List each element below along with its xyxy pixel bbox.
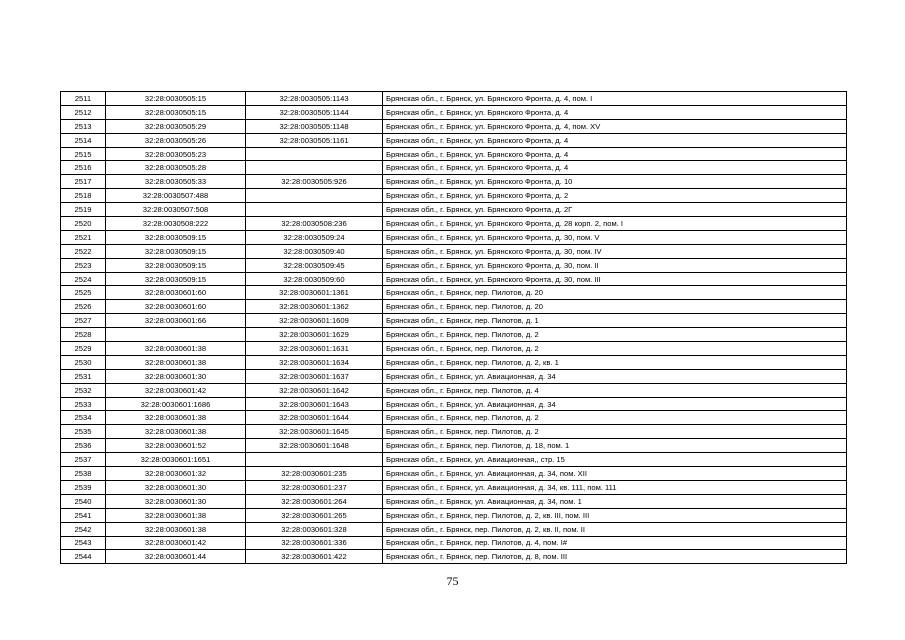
- address-cell: Брянская обл., г. Брянск, ул. Авиационная, д. 34, пом. XII: [383, 467, 847, 481]
- table-row: [61, 133, 847, 147]
- row-number-cell: 2537: [61, 453, 106, 467]
- row-number-cell: 2520: [61, 217, 106, 231]
- row-number-cell: 2531: [61, 369, 106, 383]
- cadastral-number-cell: 32:28:0030505:33: [106, 175, 246, 189]
- address-cell: Брянская обл., г. Брянск, ул. Брянского Фронта, д. 30, пом. IV: [383, 244, 847, 258]
- room-cadastral-number-cell: 32:28:0030601:1645: [246, 425, 383, 439]
- row-number-cell: 2544: [61, 550, 106, 564]
- room-cadastral-number-cell: 32:28:0030601:237: [246, 480, 383, 494]
- cadastral-number-cell: 32:28:0030509:15: [106, 244, 246, 258]
- room-cadastral-number-cell: 32:28:0030601:1637: [246, 369, 383, 383]
- cadastral-number-cell: 32:28:0030505:26: [106, 133, 246, 147]
- cadastral-number-cell: 32:28:0030601:38: [106, 508, 246, 522]
- table-row: [61, 411, 847, 425]
- cadastral-number-cell: 32:28:0030601:30: [106, 369, 246, 383]
- room-cadastral-number-cell: 32:28:0030505:926: [246, 175, 383, 189]
- cadastral-number-cell: 32:28:0030601:1651: [106, 453, 246, 467]
- room-cadastral-number-cell: [246, 147, 383, 161]
- room-cadastral-number-cell: 32:28:0030601:1609: [246, 314, 383, 328]
- table-row: [61, 425, 847, 439]
- address-cell: Брянская обл., г. Брянск, ул. Брянского Фронта, д. 28 корп. 2, пом. I: [383, 217, 847, 231]
- room-cadastral-number-cell: 32:28:0030508:236: [246, 217, 383, 231]
- room-cadastral-number-cell: 32:28:0030601:328: [246, 522, 383, 536]
- table-row: [61, 355, 847, 369]
- cadastral-number-cell: 32:28:0030601:60: [106, 300, 246, 314]
- row-number-cell: 2530: [61, 355, 106, 369]
- cadastral-number-cell: 32:28:0030507:508: [106, 203, 246, 217]
- row-number-cell: 2518: [61, 189, 106, 203]
- row-number-cell: 2533: [61, 397, 106, 411]
- cadastral-number-cell: 32:28:0030601:38: [106, 425, 246, 439]
- room-cadastral-number-cell: 32:28:0030509:45: [246, 258, 383, 272]
- table-row: [61, 453, 847, 467]
- row-number-cell: 2511: [61, 92, 106, 106]
- cadastral-number-cell: [106, 328, 246, 342]
- address-cell: Брянская обл., г. Брянск, ул. Брянского Фронта, д. 30, пом. III: [383, 272, 847, 286]
- table-row: [61, 105, 847, 119]
- row-number-cell: 2536: [61, 439, 106, 453]
- address-cell: Брянская обл., г. Брянск, пер. Пилотов, д. 20: [383, 300, 847, 314]
- room-cadastral-number-cell: [246, 203, 383, 217]
- table-row: [61, 161, 847, 175]
- row-number-cell: 2526: [61, 300, 106, 314]
- table-row: [61, 300, 847, 314]
- table-row: [61, 92, 847, 106]
- room-cadastral-number-cell: [246, 453, 383, 467]
- table-row: [61, 272, 847, 286]
- row-number-cell: 2532: [61, 383, 106, 397]
- table-row: [61, 550, 847, 564]
- cadastral-number-cell: 32:28:0030508:222: [106, 217, 246, 231]
- room-cadastral-number-cell: 32:28:0030601:265: [246, 508, 383, 522]
- address-cell: Брянская обл., г. Брянск, пер. Пилотов, д. 2, кв. 1: [383, 355, 847, 369]
- cadastral-number-cell: 32:28:0030601:38: [106, 342, 246, 356]
- address-cell: Брянская обл., г. Брянск, пер. Пилотов, д. 4, пом. I#: [383, 536, 847, 550]
- cadastral-number-cell: 32:28:0030509:15: [106, 272, 246, 286]
- address-cell: Брянская обл., г. Брянск, пер. Пилотов, д. 2, кв. III, пом. III: [383, 508, 847, 522]
- cadastral-number-cell: 32:28:0030601:52: [106, 439, 246, 453]
- registry-table-body: [61, 92, 847, 564]
- table-row: [61, 244, 847, 258]
- table-row: [61, 328, 847, 342]
- address-cell: Брянская обл., г. Брянск, пер. Пилотов, д. 2: [383, 342, 847, 356]
- table-row: [61, 286, 847, 300]
- address-cell: Брянская обл., г. Брянск, пер. Пилотов, д. 4: [383, 383, 847, 397]
- cadastral-number-cell: 32:28:0030601:42: [106, 536, 246, 550]
- table-row: [61, 467, 847, 481]
- cadastral-number-cell: 32:28:0030601:38: [106, 355, 246, 369]
- address-cell: Брянская обл., г. Брянск, ул. Брянского Фронта, д. 4: [383, 147, 847, 161]
- cadastral-number-cell: 32:28:0030505:15: [106, 92, 246, 106]
- row-number-cell: 2529: [61, 342, 106, 356]
- room-cadastral-number-cell: 32:28:0030601:1629: [246, 328, 383, 342]
- cadastral-number-cell: 32:28:0030509:15: [106, 258, 246, 272]
- table-row: [61, 119, 847, 133]
- row-number-cell: 2540: [61, 494, 106, 508]
- cadastral-number-cell: 32:28:0030505:29: [106, 119, 246, 133]
- address-cell: Брянская обл., г. Брянск, пер. Пилотов, д. 2, кв. II, пом. II: [383, 522, 847, 536]
- address-cell: Брянская обл., г. Брянск, ул. Авиационная, д. 34, пом. 1: [383, 494, 847, 508]
- room-cadastral-number-cell: [246, 189, 383, 203]
- address-cell: Брянская обл., г. Брянск, пер. Пилотов, д. 2: [383, 411, 847, 425]
- cadastral-number-cell: 32:28:0030505:15: [106, 105, 246, 119]
- cadastral-number-cell: 32:28:0030509:15: [106, 230, 246, 244]
- room-cadastral-number-cell: 32:28:0030509:60: [246, 272, 383, 286]
- row-number-cell: 2543: [61, 536, 106, 550]
- address-cell: Брянская обл., г. Брянск, ул. Брянского Фронта, д. 4, пом. XV: [383, 119, 847, 133]
- address-cell: Брянская обл., г. Брянск, пер. Пилотов, д. 20: [383, 286, 847, 300]
- row-number-cell: 2524: [61, 272, 106, 286]
- table-row: [61, 314, 847, 328]
- cadastral-number-cell: 32:28:0030505:28: [106, 161, 246, 175]
- room-cadastral-number-cell: 32:28:0030601:422: [246, 550, 383, 564]
- address-cell: Брянская обл., г. Брянск, пер. Пилотов, д. 2: [383, 328, 847, 342]
- cadastral-number-cell: 32:28:0030601:30: [106, 480, 246, 494]
- address-cell: Брянская обл., г. Брянск, ул. Брянского Фронта, д. 4: [383, 105, 847, 119]
- address-cell: Брянская обл., г. Брянск, ул. Брянского Фронта, д. 4: [383, 161, 847, 175]
- cadastral-number-cell: 32:28:0030507:488: [106, 189, 246, 203]
- room-cadastral-number-cell: 32:28:0030601:1361: [246, 286, 383, 300]
- row-number-cell: 2513: [61, 119, 106, 133]
- room-cadastral-number-cell: 32:28:0030601:336: [246, 536, 383, 550]
- cadastral-number-cell: 32:28:0030601:30: [106, 494, 246, 508]
- row-number-cell: 2516: [61, 161, 106, 175]
- cadastral-number-cell: 32:28:0030601:42: [106, 383, 246, 397]
- row-number-cell: 2522: [61, 244, 106, 258]
- row-number-cell: 2527: [61, 314, 106, 328]
- room-cadastral-number-cell: 32:28:0030505:1144: [246, 105, 383, 119]
- row-number-cell: 2514: [61, 133, 106, 147]
- address-cell: Брянская обл., г. Брянск, пер. Пилотов, д. 2: [383, 425, 847, 439]
- room-cadastral-number-cell: 32:28:0030601:1648: [246, 439, 383, 453]
- table-row: [61, 217, 847, 231]
- row-number-cell: 2528: [61, 328, 106, 342]
- row-number-cell: 2542: [61, 522, 106, 536]
- address-cell: Брянская обл., г. Брянск, ул. Брянского Фронта, д. 4: [383, 133, 847, 147]
- row-number-cell: 2521: [61, 230, 106, 244]
- address-cell: Брянская обл., г. Брянск, ул. Авиационная,, стр. 15: [383, 453, 847, 467]
- room-cadastral-number-cell: 32:28:0030505:1161: [246, 133, 383, 147]
- page-number: 75: [446, 574, 459, 588]
- row-number-cell: 2515: [61, 147, 106, 161]
- table-row: [61, 439, 847, 453]
- registry-table: [60, 91, 847, 564]
- table-row: [61, 369, 847, 383]
- table-row: [61, 508, 847, 522]
- row-number-cell: 2517: [61, 175, 106, 189]
- address-cell: Брянская обл., г. Брянск, пер. Пилотов, д. 18, пом. 1: [383, 439, 847, 453]
- table-row: [61, 397, 847, 411]
- room-cadastral-number-cell: 32:28:0030601:1644: [246, 411, 383, 425]
- table-row: [61, 480, 847, 494]
- room-cadastral-number-cell: 32:28:0030505:1143: [246, 92, 383, 106]
- room-cadastral-number-cell: 32:28:0030601:1642: [246, 383, 383, 397]
- address-cell: Брянская обл., г. Брянск, ул. Брянского Фронта, д. 4, пом. I: [383, 92, 847, 106]
- cadastral-number-cell: 32:28:0030601:44: [106, 550, 246, 564]
- table-row: [61, 383, 847, 397]
- room-cadastral-number-cell: 32:28:0030509:40: [246, 244, 383, 258]
- room-cadastral-number-cell: 32:28:0030601:1631: [246, 342, 383, 356]
- room-cadastral-number-cell: 32:28:0030505:1148: [246, 119, 383, 133]
- address-cell: Брянская обл., г. Брянск, ул. Брянского Фронта, д. 30, пом. V: [383, 230, 847, 244]
- row-number-cell: 2512: [61, 105, 106, 119]
- cadastral-number-cell: 32:28:0030601:38: [106, 411, 246, 425]
- address-cell: Брянская обл., г. Брянск, ул. Авиационная, д. 34, кв. 111, пом. 111: [383, 480, 847, 494]
- cadastral-number-cell: 32:28:0030601:1686: [106, 397, 246, 411]
- address-cell: Брянская обл., г. Брянск, ул. Брянского Фронта, д. 2: [383, 189, 847, 203]
- row-number-cell: 2523: [61, 258, 106, 272]
- row-number-cell: 2519: [61, 203, 106, 217]
- cadastral-number-cell: 32:28:0030601:38: [106, 522, 246, 536]
- address-cell: Брянская обл., г. Брянск, ул. Брянского Фронта, д. 10: [383, 175, 847, 189]
- room-cadastral-number-cell: 32:28:0030601:1362: [246, 300, 383, 314]
- address-cell: Брянская обл., г. Брянск, пер. Пилотов, д. 8, пом. III: [383, 550, 847, 564]
- room-cadastral-number-cell: 32:28:0030601:1634: [246, 355, 383, 369]
- room-cadastral-number-cell: 32:28:0030601:1643: [246, 397, 383, 411]
- table-row: [61, 494, 847, 508]
- row-number-cell: 2535: [61, 425, 106, 439]
- table-row: [61, 203, 847, 217]
- address-cell: Брянская обл., г. Брянск, ул. Авиационная, д. 34: [383, 397, 847, 411]
- table-row: [61, 230, 847, 244]
- table-row: [61, 175, 847, 189]
- address-cell: Брянская обл., г. Брянск, ул. Брянского Фронта, д. 30, пом. II: [383, 258, 847, 272]
- cadastral-number-cell: 32:28:0030601:60: [106, 286, 246, 300]
- row-number-cell: 2539: [61, 480, 106, 494]
- table-row: [61, 189, 847, 203]
- room-cadastral-number-cell: 32:28:0030601:235: [246, 467, 383, 481]
- table-row: [61, 147, 847, 161]
- address-cell: Брянская обл., г. Брянск, пер. Пилотов, д. 1: [383, 314, 847, 328]
- cadastral-number-cell: 32:28:0030505:23: [106, 147, 246, 161]
- row-number-cell: 2534: [61, 411, 106, 425]
- table-row: [61, 522, 847, 536]
- table-row: [61, 258, 847, 272]
- row-number-cell: 2538: [61, 467, 106, 481]
- room-cadastral-number-cell: [246, 161, 383, 175]
- table-row: [61, 536, 847, 550]
- room-cadastral-number-cell: 32:28:0030601:264: [246, 494, 383, 508]
- address-cell: Брянская обл., г. Брянск, ул. Авиационная, д. 34: [383, 369, 847, 383]
- row-number-cell: 2541: [61, 508, 106, 522]
- address-cell: Брянская обл., г. Брянск, ул. Брянского Фронта, д. 2Г: [383, 203, 847, 217]
- row-number-cell: 2525: [61, 286, 106, 300]
- cadastral-number-cell: 32:28:0030601:32: [106, 467, 246, 481]
- table-row: [61, 342, 847, 356]
- room-cadastral-number-cell: 32:28:0030509:24: [246, 230, 383, 244]
- cadastral-number-cell: 32:28:0030601:66: [106, 314, 246, 328]
